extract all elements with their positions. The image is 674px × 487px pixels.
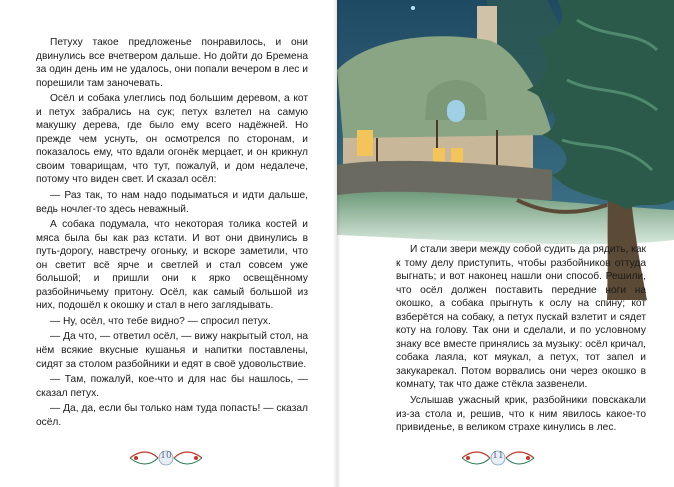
paragraph: А собака подумала, что некоторая толика костей и мяса была бы как раз кстати. И вот они двинулись в путь-дорогу, навстречу огоньку, и вскоре заметили, что он светит всё ярче и светлей и стал совсем уже большой; и пришли они к ярко освещённому разбойничьему притону. Осёл, как самый большой из них, подошёл к окошку и стал в него заглядывать. [36, 219, 308, 312]
paragraph: Осёл и собака улеглись под большим деревом, а кот и петух забрались на сук; петух взлетел на самую макушку дерева, где было ему всего надёжней. Но прежде чем уснуть, он осмотрелся по сторонам, и показалось ему, что вдали огонёк мерцает, и он крикнул своим товарищам, что тут, пожалуй, и дом недалече, потому что виден свет. И сказал осёл: [36, 93, 308, 186]
paragraph: И стали звери между собой судить да рядить, как к тому делу приступить, чтобы разбойников оттуда выгнать; и вот наконец нашли они способ. Решили, что осёл должен поставить передние ноги на окошко, а собака прыгнуть к ослу на спину; кот взберётся на собаку, а петух пускай взлетит и сядет коту на голову. Так они и сделали, и по условному знаку все вместе принялись за музыку: осёл кричал, собака лаяла, кот мяукал, а петух, тот запел и закукарекал. Потом ворвались они через окошко в комнату, так что даже стёкла зазвенели. [396, 244, 646, 391]
page-number-ornament [126, 446, 206, 470]
attic-window [447, 100, 465, 122]
page-number: 10 [160, 451, 172, 461]
paragraph: — Да что, — ответил осёл, — вижу накрытый стол, на нём всякие вкусные кушанья и напитки поставлены, сидят за столом разбойники и едят в своё удовольствие. [36, 331, 308, 370]
lit-window [357, 130, 373, 156]
right-page-text [396, 243, 646, 437]
star-icon [411, 6, 415, 10]
page-number-ornament [458, 446, 538, 470]
paragraph: Услышав ужасный крик, разбойники повскакали из-за стола и, решив, что к ним явилось какое-то привиденье, в великом страхе кинулись в лес. [396, 395, 646, 434]
paragraph: — Да, да, если бы только нам туда попасть! — сказал осёл. [36, 403, 308, 428]
left-page-text [36, 36, 308, 431]
paragraph: Петуху такое предложенье понравилось, и они двинулись все вчетвером дальше. Но дойти до Бремена за один день им не удалось, они попали вечером в лес и порешили там заночевать. [36, 37, 308, 89]
paragraph: — Ну, осёл, что тебе видно? — спросил петух. [50, 315, 271, 327]
page-number: 11 [492, 451, 504, 461]
paragraph: — Там, пожалуй, кое-что и для нас бы нашлось, — сказал петух. [36, 374, 308, 399]
paragraph: — Раз так, то нам надо подыматься и идти дальше, ведь ночлег-то здесь неважный. [36, 190, 308, 215]
lit-window [451, 148, 463, 164]
